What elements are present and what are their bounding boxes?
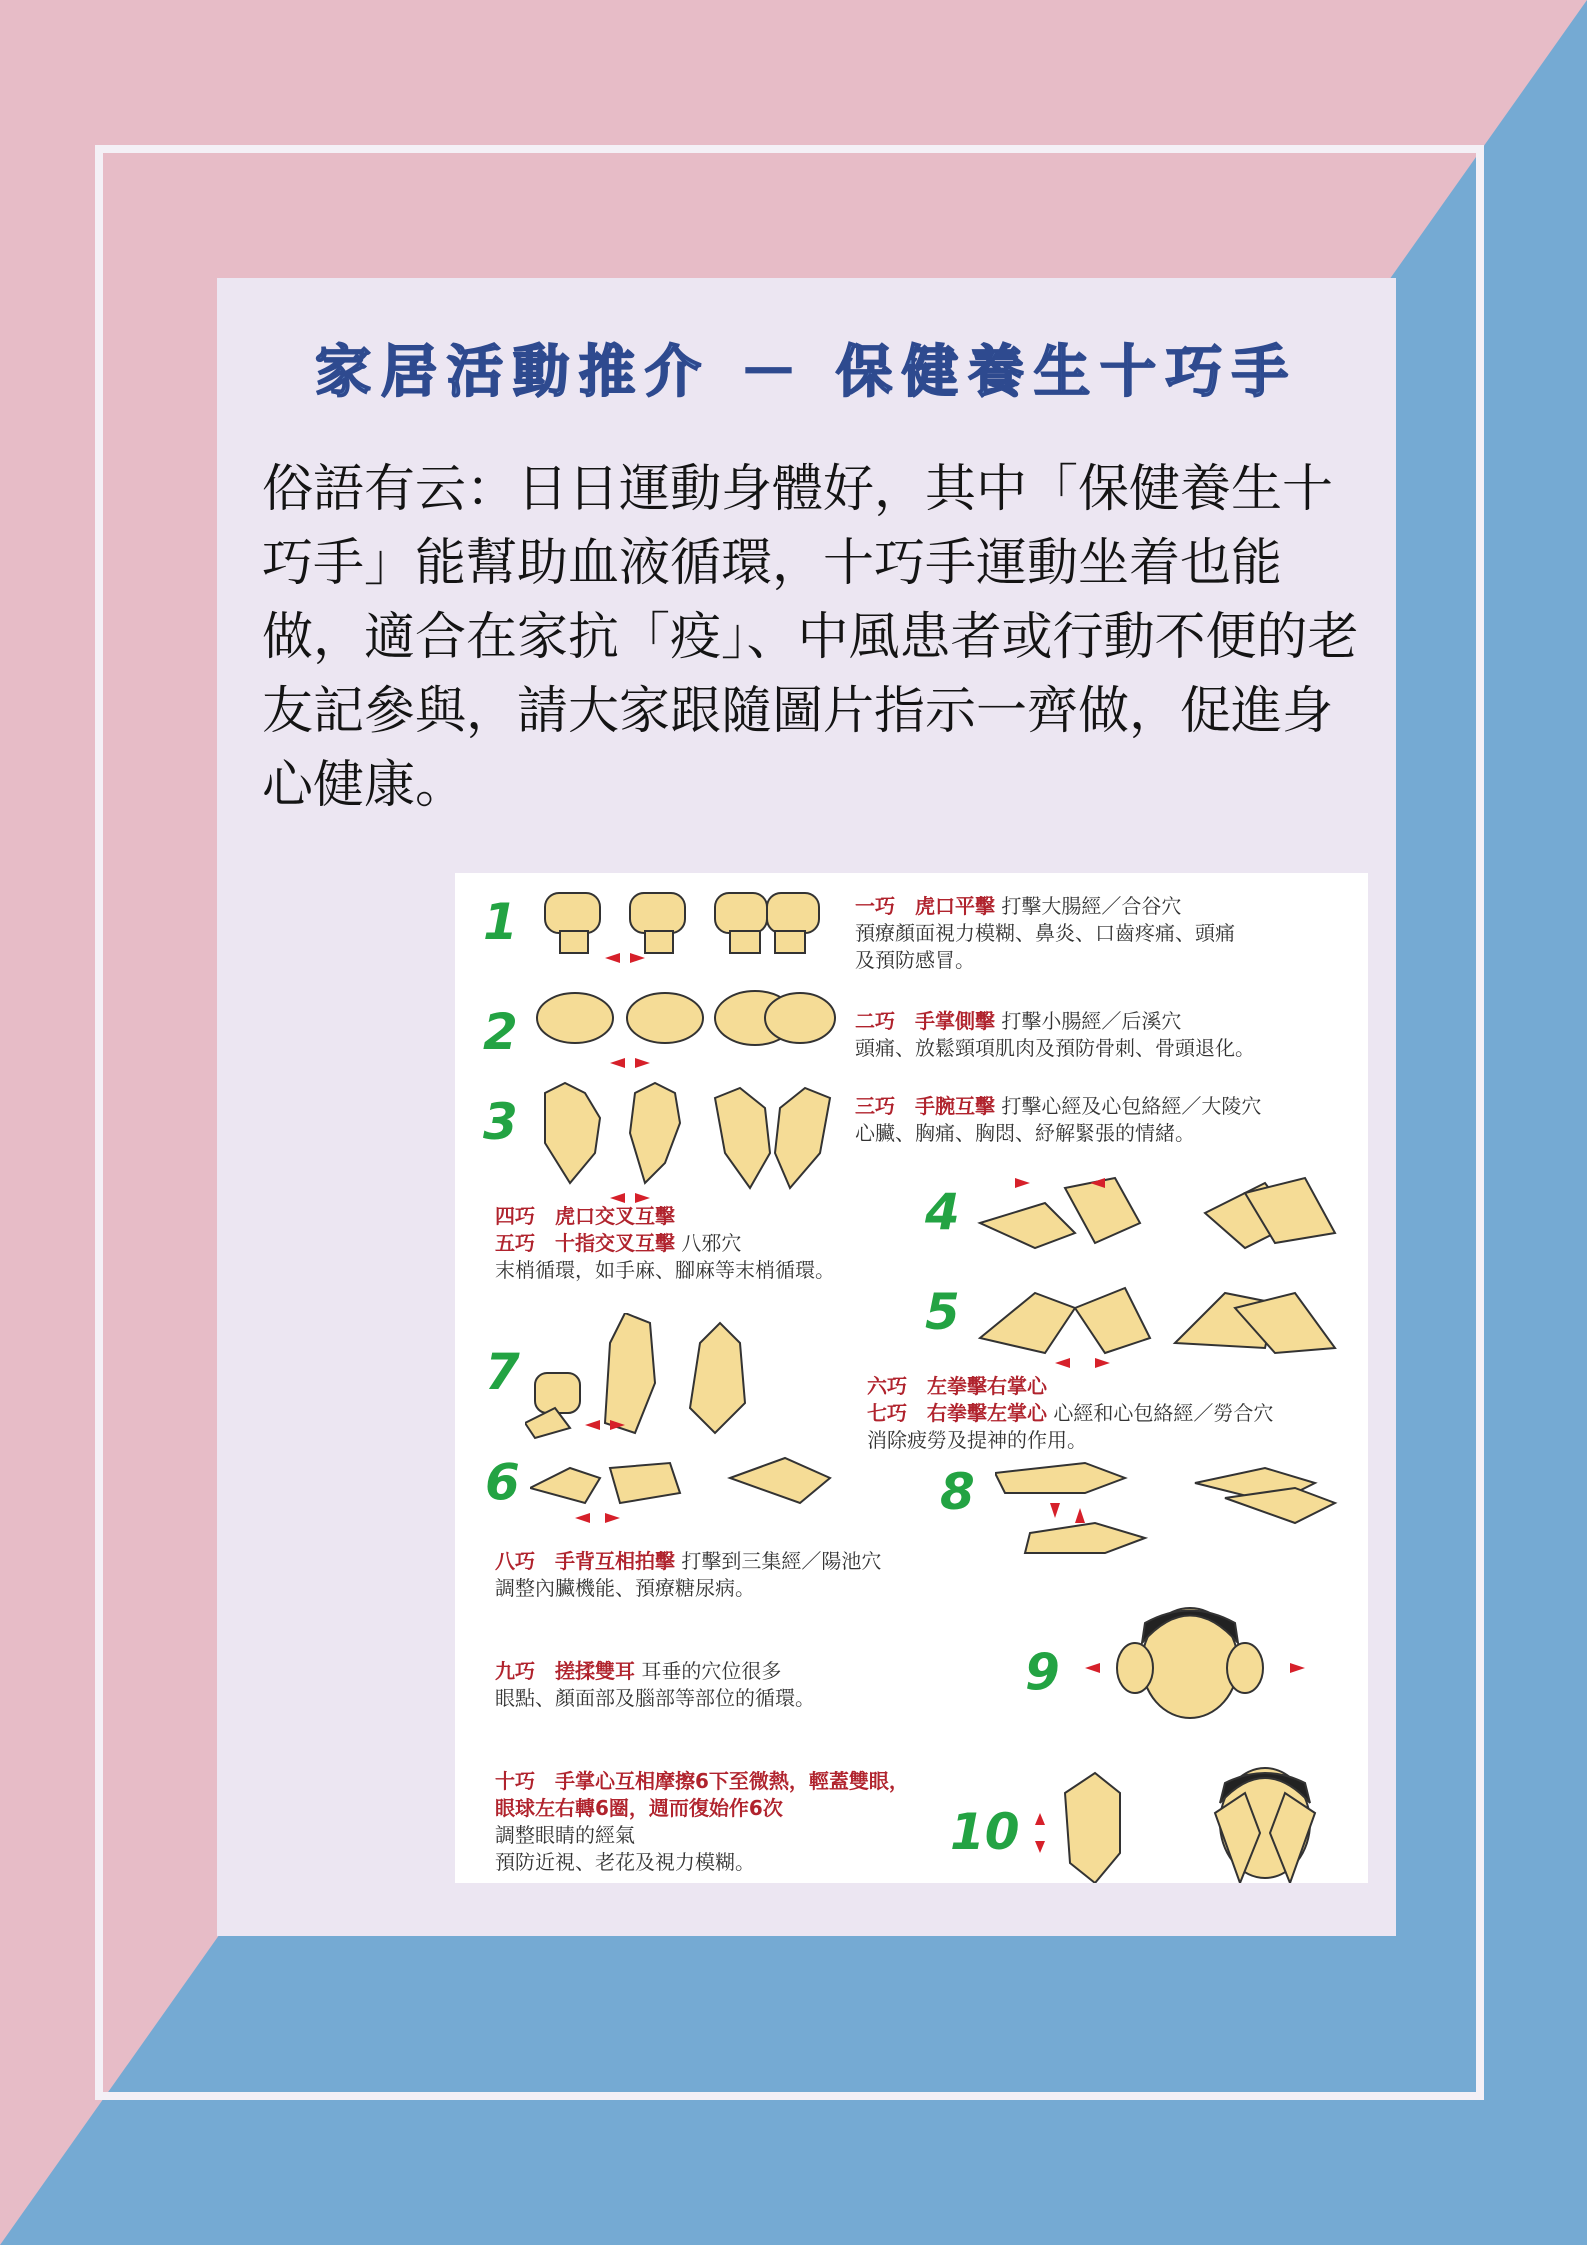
step-2-detail: 打擊小腸經／后溪穴 xyxy=(1001,1009,1182,1033)
step-1-hands-illustration xyxy=(535,883,835,963)
step-1-effect-line-2: 及預防感冒。 xyxy=(855,948,975,972)
step-10-name-line-1: 十巧 手掌心互相摩擦6下至微熱，輕蓋雙眼， xyxy=(495,1769,909,1793)
step-8-text xyxy=(495,1548,881,1602)
step-1-text xyxy=(855,893,1235,974)
step-1-detail: 打擊大腸經／合谷穴 xyxy=(1001,894,1182,918)
step-5-effect-line-1: 末梢循環，如手麻、腳麻等末梢循環。 xyxy=(495,1258,835,1282)
step-10-text xyxy=(495,1768,909,1876)
step-9-name: 九巧 搓揉雙耳 xyxy=(495,1659,635,1683)
step-7-detail: 心經和心包絡經／勞合穴 xyxy=(1053,1401,1274,1425)
step-8-effect-line-1: 調整內臟機能、預療糖尿病。 xyxy=(495,1576,755,1600)
step-2-hands-illustration xyxy=(530,983,840,1073)
step-8-detail: 打擊到三集經／陽池穴 xyxy=(681,1549,882,1573)
step-4-5-text xyxy=(495,1203,835,1284)
step-6-number: 6 xyxy=(485,1453,520,1511)
step-10-number: 10 xyxy=(950,1803,1020,1861)
step-6-name: 六巧 左拳擊右掌心 xyxy=(867,1374,1047,1398)
step-2-text xyxy=(855,1008,1255,1062)
step-2-number: 2 xyxy=(483,1003,518,1061)
page-title: 家居活動推介 － 保健養生十巧手 xyxy=(315,339,1298,405)
step-6-7-text xyxy=(867,1373,1273,1454)
step-1-name: 一巧 虎口平擊 xyxy=(855,894,995,918)
step-8-number: 8 xyxy=(940,1463,975,1521)
step-2-name: 二巧 手掌側擊 xyxy=(855,1009,995,1033)
step-9-detail: 耳垂的穴位很多 xyxy=(641,1659,782,1683)
step-9-text xyxy=(495,1658,815,1712)
step-5-number: 5 xyxy=(925,1283,960,1341)
step-5-name: 五巧 十指交叉互擊 xyxy=(495,1231,675,1255)
step-10-effect-line-1: 調整眼睛的經氣 xyxy=(495,1823,635,1847)
step-10-hands-over-eyes-illustration xyxy=(1025,1753,1345,1883)
step-9-face-illustration xyxy=(1075,1593,1315,1733)
step-3-detail: 打擊心經及心包絡經／大陵穴 xyxy=(1001,1094,1262,1118)
step-1-number: 1 xyxy=(483,893,518,951)
step-5-hands-illustration xyxy=(975,1268,1365,1368)
step-9-effect-line-1: 眼點、顏面部及腦部等部位的循環。 xyxy=(495,1686,815,1710)
step-10-name-line-2: 眼球左右轉6圈，週而復始作6次 xyxy=(495,1796,783,1820)
step-3-text xyxy=(855,1093,1261,1147)
step-10-effect-line-2: 預防近視、老花及視力模糊。 xyxy=(495,1850,755,1874)
step-9-number: 9 xyxy=(1025,1643,1060,1701)
step-4-name: 四巧 虎口交叉互擊 xyxy=(495,1204,675,1228)
step-7-name: 七巧 右拳擊左掌心 xyxy=(867,1401,1047,1425)
step-5-detail: 八邪穴 xyxy=(681,1231,742,1255)
step-8-name: 八巧 手背互相拍擊 xyxy=(495,1549,675,1573)
step-4-hands-illustration xyxy=(975,1163,1365,1263)
step-7-effect-line-1: 消除疲勞及提神的作用。 xyxy=(867,1428,1087,1452)
step-3-number: 3 xyxy=(483,1093,518,1151)
step-3-hands-illustration xyxy=(525,1073,845,1203)
step-1-effect-line-1: 預療顏面視力模糊、鼻炎、口齒疼痛、頭痛 xyxy=(855,921,1235,945)
step-2-effect-line-1: 頭痛、放鬆頸項肌肉及預防骨刺、骨頭退化。 xyxy=(855,1036,1255,1060)
content-panel xyxy=(217,278,1396,1936)
step-7-hands-illustration xyxy=(525,1313,825,1443)
step-7-number: 7 xyxy=(485,1343,520,1401)
step-3-effect-line-1: 心臟、胸痛、胸悶、紓解緊張的情緒。 xyxy=(855,1121,1195,1145)
ten-hand-exercises-illustration xyxy=(455,873,1368,1883)
step-6-hands-illustration xyxy=(530,1443,870,1533)
intro-paragraph: 俗語有云：日日運動身體好，其中「保健養生十巧手」能幫助血液循環，十巧手運動坐着也能做，適合在家抗「疫」、中風患者或行動不便的老友記參與，請大家跟隨圖片指示一齊做，促進身心健康。 xyxy=(262,460,1359,815)
step-3-name: 三巧 手腕互擊 xyxy=(855,1094,995,1118)
step-4-number: 4 xyxy=(925,1183,960,1241)
step-8-hands-illustration xyxy=(995,1443,1365,1563)
